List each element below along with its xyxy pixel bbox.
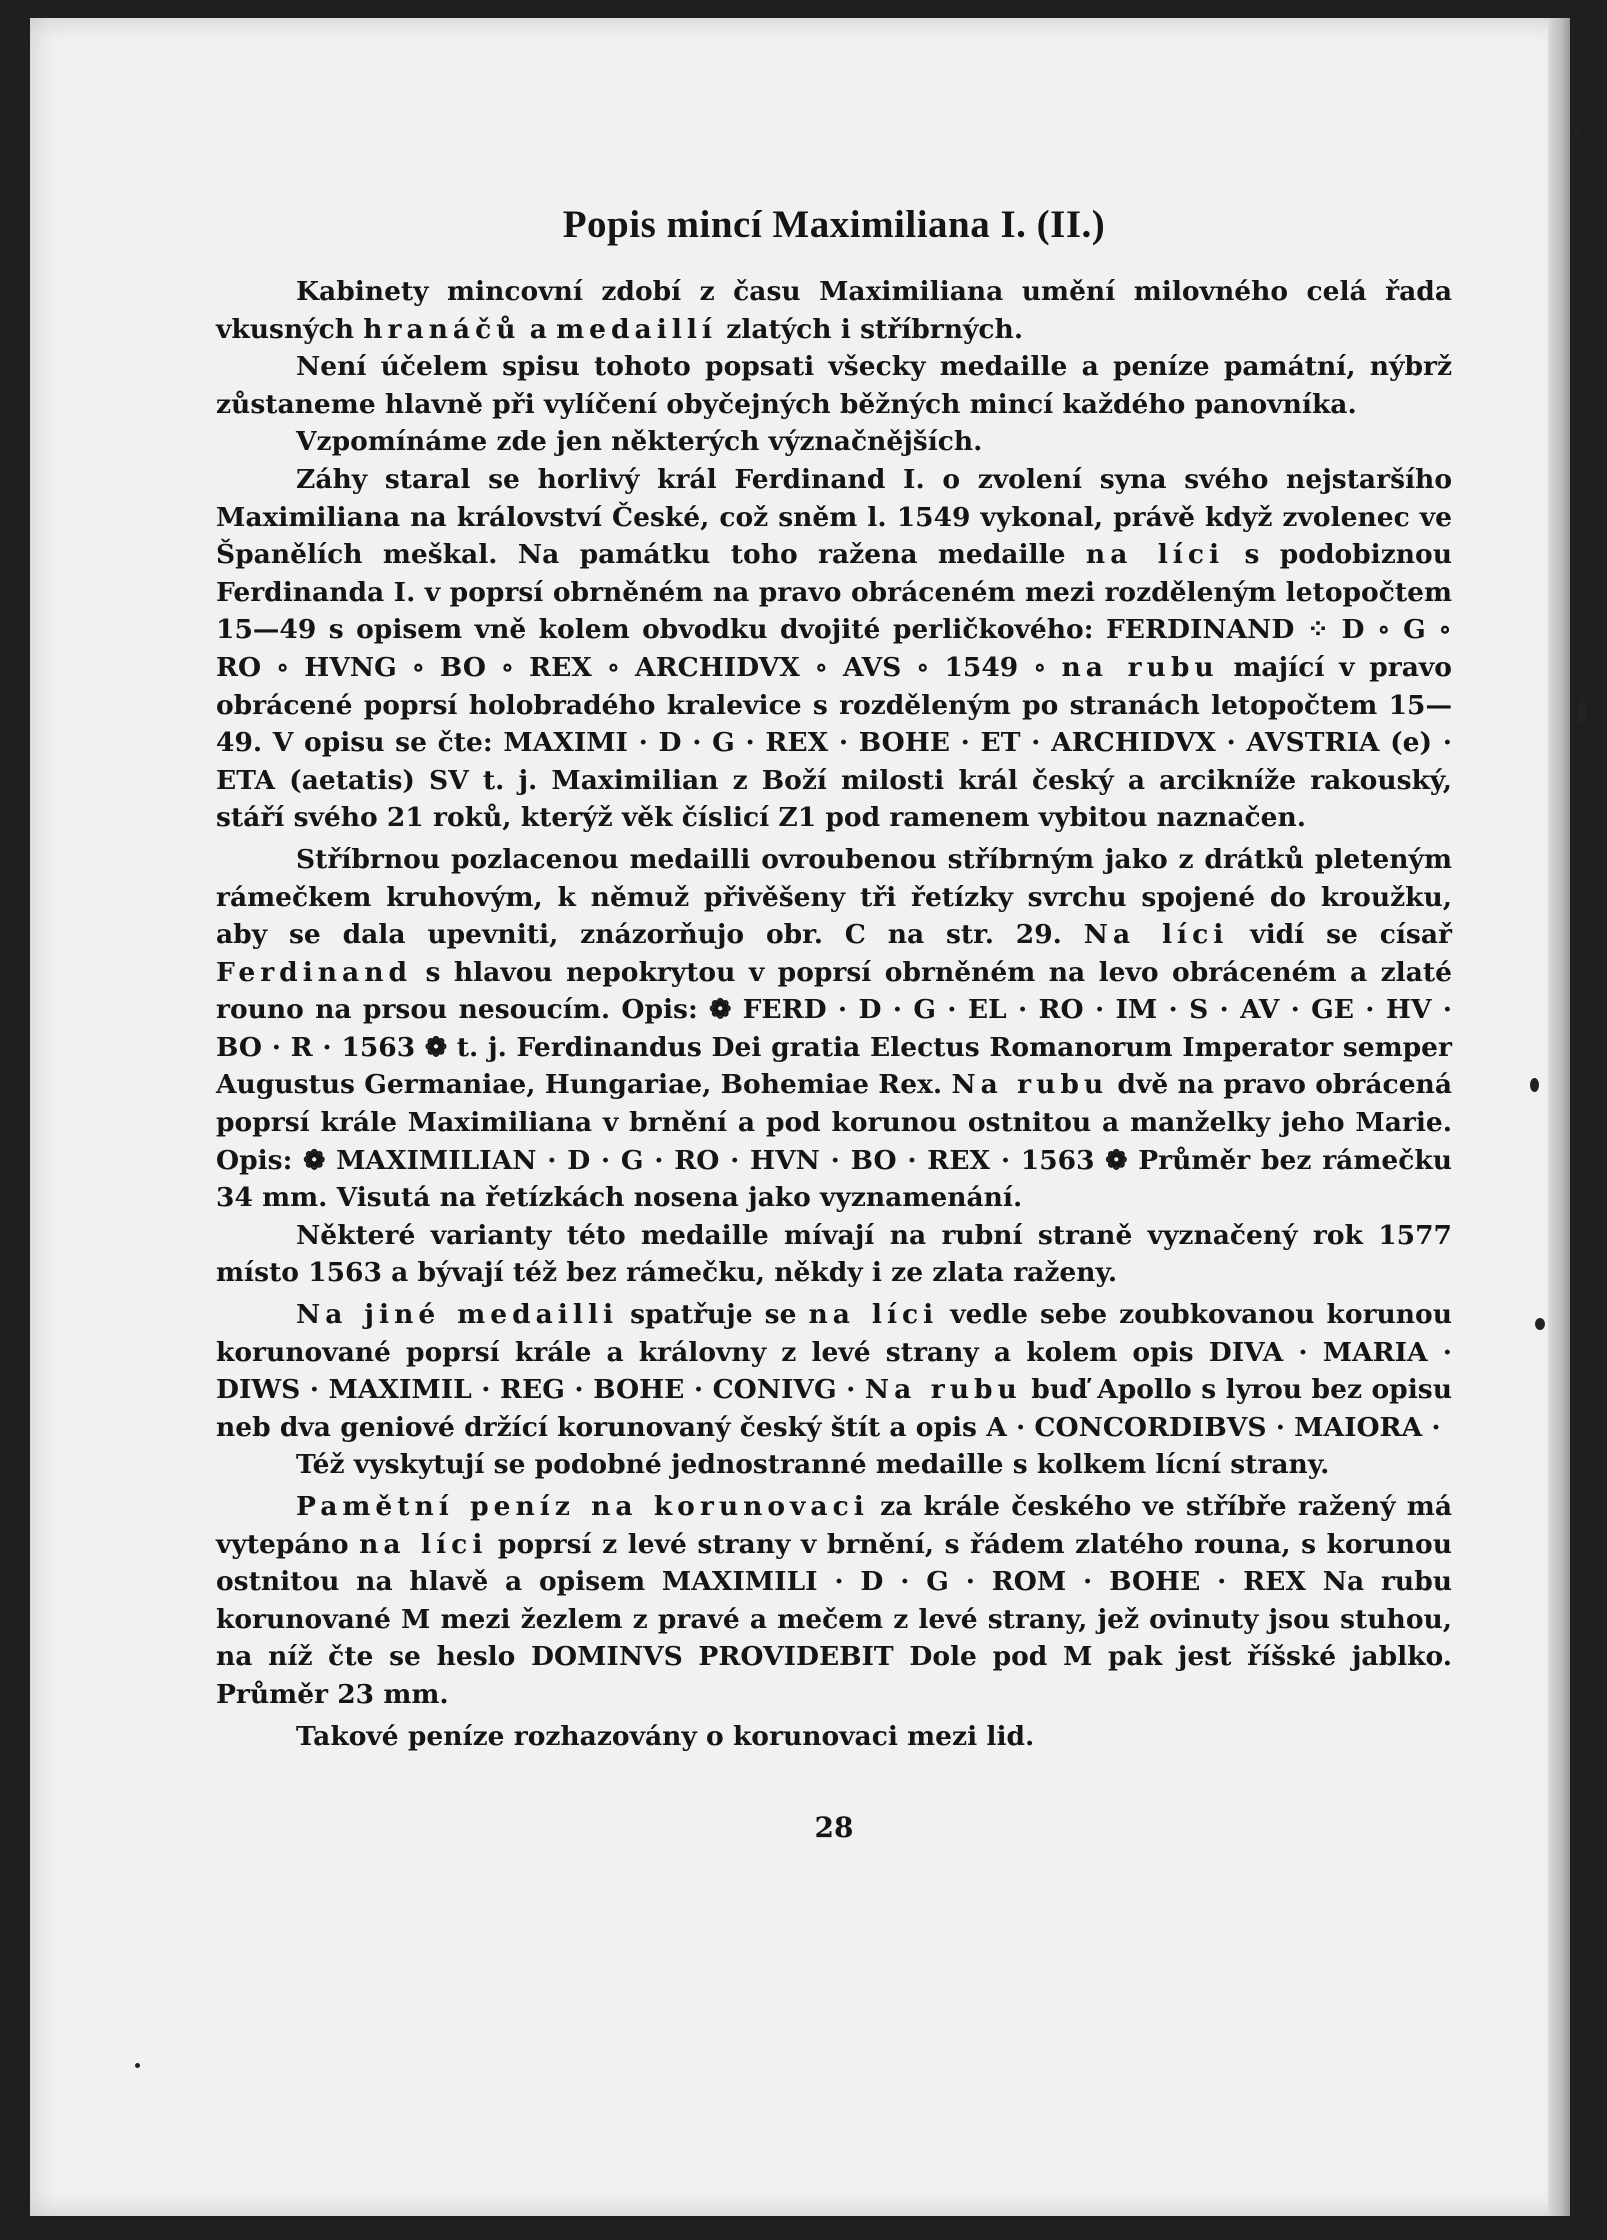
page-edge-shadow (1548, 18, 1570, 2216)
paragraph: Na jiné medailli spatřuje se na líci vedle sebe zoubkovanou korunou korunované poprsí krále a královny z levé strany a kolem opis DIVA · MARIA · DIWS · MAXIMIL · REG · BOHE · CONIVG · Na rubu buď Apollo s lyrou bez opisu neb dva geniové držící korunovaný český štít a opis A · CONCORDIBVS · MAIORA · (216, 1299, 1453, 1443)
paragraph: Stříbrnou pozlacenou medailli ovroubenou stříbrným jako z drátků pleteným rámečkem kruhovým, k němuž přivěšeny tři řetízky svrchu spojené do kroužku, aby se dala upevniti, znázorňujo obr. C na str. 29. Na líci vidí se císař Ferdinand s hlavou nepokrytou v poprsí obrněném na levo obráceném a zlaté rouno na prsou nesoucím. Opis: ❁ FERD · D · G · EL · RO · IM · S · AV · GE · HV · BO · R · 1563 ❁ t. j. Ferdinandus Dei gratia Electus Romanorum Imperator semper Augustus Germaniae, Hungariae, Bohemiae Rex. Na rubu dvě na pravo obrácená poprsí krále Maximiliana v brnění a pod korunou ostnitou a manželky jeho Marie. Opis: ❁ MAXIMILIAN · D · G · RO · HVN · BO · REX · 1563 ❁ Průměr bez rámečku 34 mm. Visutá na řetízkách nosena jako vyznamenání. (216, 843, 1452, 1214)
paragraph: Pamětní peníz na korunovaci za krále českého ve stříbře ražený má vytepáno na líci poprsí z levé strany v brnění, s řádem zlatého rouna, s korunou ostnitou na hlavě a opisem MAXIMILI · D · G · ROM · BOHE · REX Na rubu korunované M mezi žezlem z pravé a mečem z levé strany, jež ovinuty jsou stuhou, na níž čte se heslo DOMINVS PROVIDEBIT Dole pod M pak jest říšské jablko. Průměr 23 mm. (216, 1491, 1453, 1710)
paragraph: Není účelem spisu tohoto popsati všecky medaille a peníze památní, nýbrž zůstaneme hlavně při vylíčení obyčejných běžných mincí každého panovníka. (216, 351, 1452, 420)
paragraph: Kabinety mincovní zdobí z času Maximiliana umění milovného celá řada vkusných hranáčů a medaillí zlatých i stříbrných. (216, 276, 1452, 345)
speck-mark (1530, 1078, 1539, 1092)
text-block (216, 178, 1452, 1844)
page-title: Popis mincí Maximiliana I. (II.) (562, 203, 1106, 246)
paragraph: Některé varianty této medaille mívají na rubní straně vyznačený rok 1577 místo 1563 a bývají též bez rámečku, někdy i ze zlata raženy. (216, 1219, 1452, 1289)
speck-mark (1578, 698, 1586, 724)
paragraph: Takové peníze rozhazovány o korunovaci mezi lid. (296, 1720, 1035, 1752)
paragraph: Vzpomínáme zde jen některých význačnějších. (296, 426, 983, 458)
paragraph: Též vyskytují se podobné jednostranné medaille s kolkem lícní strany. (296, 1449, 1330, 1481)
paragraph: Záhy staral se horlivý král Ferdinand I. o zvolení syna svého nejstaršího Maximiliana na království České, což sněm l. 1549 vykonal, právě když zvolenec ve Španělích meškal. Na památku toho ražena medaille na líci s podobiznou Ferdinanda I. v poprsí obrněném na pravo obráceném mezi rozděleným letopočtem 15—49 s opisem vně kolem obvodku dvojité perličkového: FERDINAND ⁘ D ∘ G ∘ RO ∘ HVNG ∘ BO ∘ REX ∘ ARCHIDVX ∘ AVS ∘ 1549 ∘ na rubu mající v pravo obrácené poprsí holobradého kralevice s rozděleným po stranách letopočtem 15—49. V opisu se čte: MAXIMI · D · G · REX · BOHE · ET · ARCHIDVX · AVSTRIA (e) · ETA (aetatis) SV t. j. Maximilian z Boží milosti král český a arcikníže rakouský, stáří svého 21 roků, kterýž věk číslicí Z1 pod ramenem vybitou naznačen. (216, 463, 1453, 834)
speck-mark (1535, 1318, 1545, 1330)
speck-mark (135, 2063, 140, 2068)
page-number: 28 (814, 1811, 854, 1845)
book-page (30, 18, 1570, 2216)
speck-mark (1575, 128, 1580, 136)
